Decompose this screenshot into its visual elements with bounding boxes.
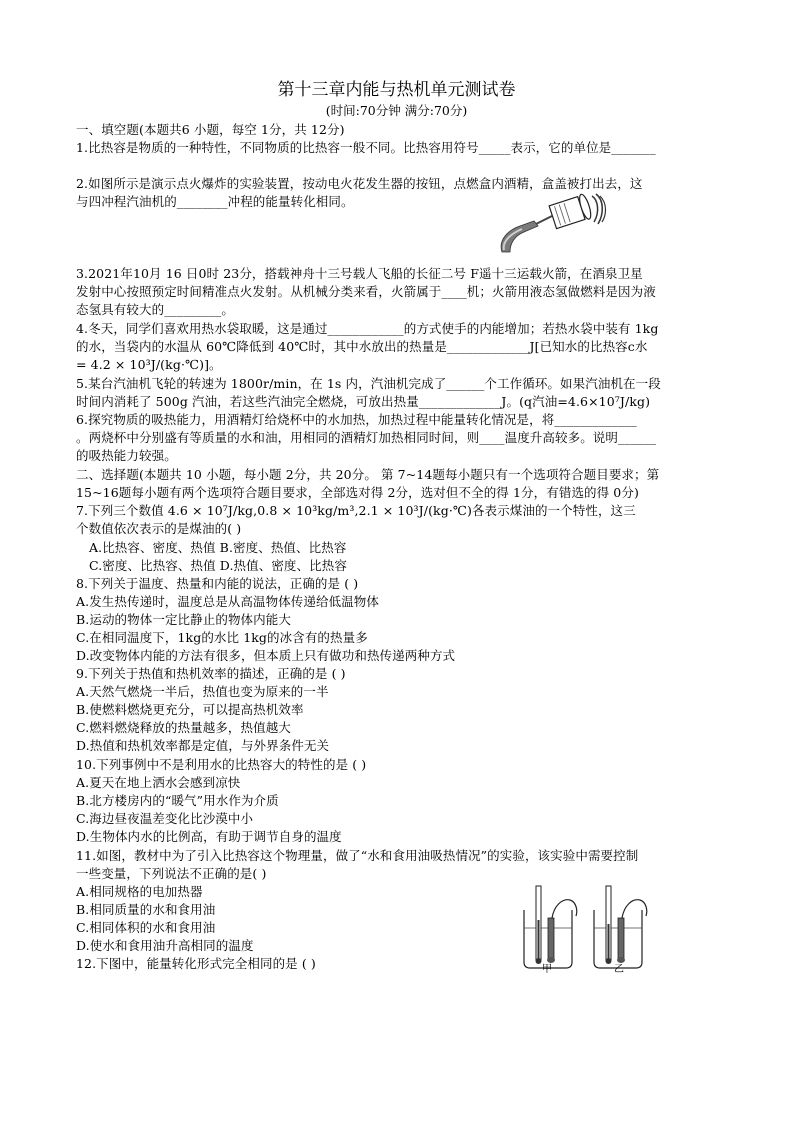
question-1: 1.比热容是物质的一种特性，不同物质的比热容一般不同。比热容用符号_____表示，它的单位是_______ [76,140,656,155]
question-2-line-1: 2.如图所示是演示点火爆炸的实验装置，按动电火花发生器的按钮，点燃盒内酒精，盒盖被打出去，这 [76,176,643,191]
question-4-line-3: = 4.2 × 10³J/(kg·℃)]。 [76,357,222,372]
question-6-line-1: 6.探究物质的吸热能力，用酒精灯给烧杯中的水加热，加热过程中能量转化情况是，将_____________ [76,412,637,427]
question-9-option-c: C.燃料燃烧释放的热量越多，热值越大 [76,720,291,735]
question-11-option-b: B.相同质量的水和食用油 [76,902,216,917]
question-10-option-b: B.北方楼房内的“暖气”用水作为介质 [76,793,279,808]
section-heading-fill-blank: 一、填空题(本题共6 小题，每空 1分，共 12分) [76,122,345,137]
section-heading-choice-line-2: 15~16题每小题有两个选项符合题目要求，全部选对得 2分，选对但不全的得 1分，有错选的得 0分) [76,485,639,500]
question-6-line-2: 。两烧杯中分别盛有等质量的水和油，用相同的酒精灯加热相同时间，则____温度升高较多。说明______ [76,430,657,445]
question-3-line-3: 态氢具有较大的_________。 [76,302,234,317]
question-8-option-d: D.改变物体内能的方法有很多，但本质上只有做功和热传递两种方式 [76,648,456,663]
question-8-option-b: B.运动的物体一定比静止的物体内能大 [76,612,291,627]
question-5-line-2: 时间内消耗了 500g 汽油，若这些汽油完全燃烧，可放出热量_____________J。(q汽油=4.6×10⁷J/kg) [76,394,651,409]
question-8: 8.下列关于温度、热量和内能的说法，正确的是 ( ) [76,576,359,591]
question-11-line-1: 11.如图，教材中为了引入比热容这个物理量，做了“水和食用油吸热情况”的实验，该实验中需要控制 [76,848,639,863]
page-title: 第十三章内能与热机单元测试卷 [277,80,516,100]
question-9-option-b: B.使燃料燃烧更充分，可以提高热机效率 [76,702,304,717]
question-5-line-1: 5.某台汽油机飞轮的转速为 1800r/min，在 1s 内，汽油机完成了______个工作循环。如果汽油机在一段 [76,376,661,391]
question-11-option-c: C.相同体积的水和食用油 [76,920,216,935]
question-8-option-c: C.在相同温度下，1kg的水比 1kg的冰含有的热量多 [76,630,368,645]
question-3-line-2: 发射中心按照预定时间精准点火发射。从机械分类来看，火箭属于____机；火箭用液态氢做燃料是因为液 [76,284,656,299]
question-7-line-2: 个数值依次表示的是煤油的( ) [76,521,242,536]
question-11-option-d: D.使水和食用油升高相同的温度 [76,938,254,953]
question-9-option-a: A.天然气燃烧一半后，热值也变为原来的一半 [76,684,329,699]
question-9: 9.下列关于热值和热机效率的描述，正确的是 ( ) [76,666,346,681]
section-heading-choice: 二、选择题(本题共 10 小题，每小题 2分，共 20分。 第 7~14题每小题只有一个选项符合题目要求；第 [76,467,660,482]
question-7-line-1: 7.下列三个数值 4.6 × 10⁷J/kg,0.8 × 10³kg/m³,2.1 × 10³J/(kg·℃)各表示煤油的一个特性，这三 [76,503,636,518]
question-10-option-d: D.生物体内水的比例高，有助于调节自身的温度 [76,829,342,844]
question-10-option-c: C.海边昼夜温差变化比沙漠中小 [76,811,254,826]
beakers-figure [518,880,653,980]
question-10: 10.下列事例中不是利用水的比热容大的特性的是 ( ) [76,757,367,772]
question-11-line-2: 一些变量，下列说法不正确的是( ) [76,866,267,881]
ignition-apparatus-figure [494,190,614,260]
figure-label-right: 乙 [614,964,625,975]
figure-label-left: 甲 [542,964,553,975]
question-8-option-a: A.发生热传递时，温度总是从高温物体传递给低温物体 [76,594,380,609]
question-4-line-1: 4.冬天，同学们喜欢用热水袋取暖，这是通过____________的方式使手的内能增加；若热水袋中装有 1kg [76,321,659,336]
question-9-option-d: D.热值和热机效率都是定值，与外界条件无关 [76,738,330,753]
question-3-line-1: 3.2021年10月 16 日0时 23分，搭载神舟十三号载人飞船的长征二号 F遥十三运载火箭，在酒泉卫星 [76,266,643,281]
page-subtitle: (时间:70分钟 满分:70分) [325,103,468,118]
question-11-option-a: A.相同规格的电加热器 [76,884,203,899]
question-7-options-ab: A.比热容、密度、热值 B.密度、热值、比热容 [89,540,347,555]
question-6-line-3: 的吸热能力较强。 [76,448,177,463]
question-7-options-cd: C.密度、比热容、热值 D.热值、密度、比热容 [89,558,347,573]
question-12: 12.下图中，能量转化形式完全相同的是 ( ) [76,956,316,971]
question-2-line-2: 与四冲程汽油机的________冲程的能量转化相同。 [76,194,354,209]
question-10-option-a: A.夏天在地上洒水会感到凉快 [76,775,241,790]
question-4-line-2: 的水，当袋内的水温从 60℃降低到 40℃时，其中水放出的热量是_____________J[已知水的比热容c水 [76,339,648,354]
